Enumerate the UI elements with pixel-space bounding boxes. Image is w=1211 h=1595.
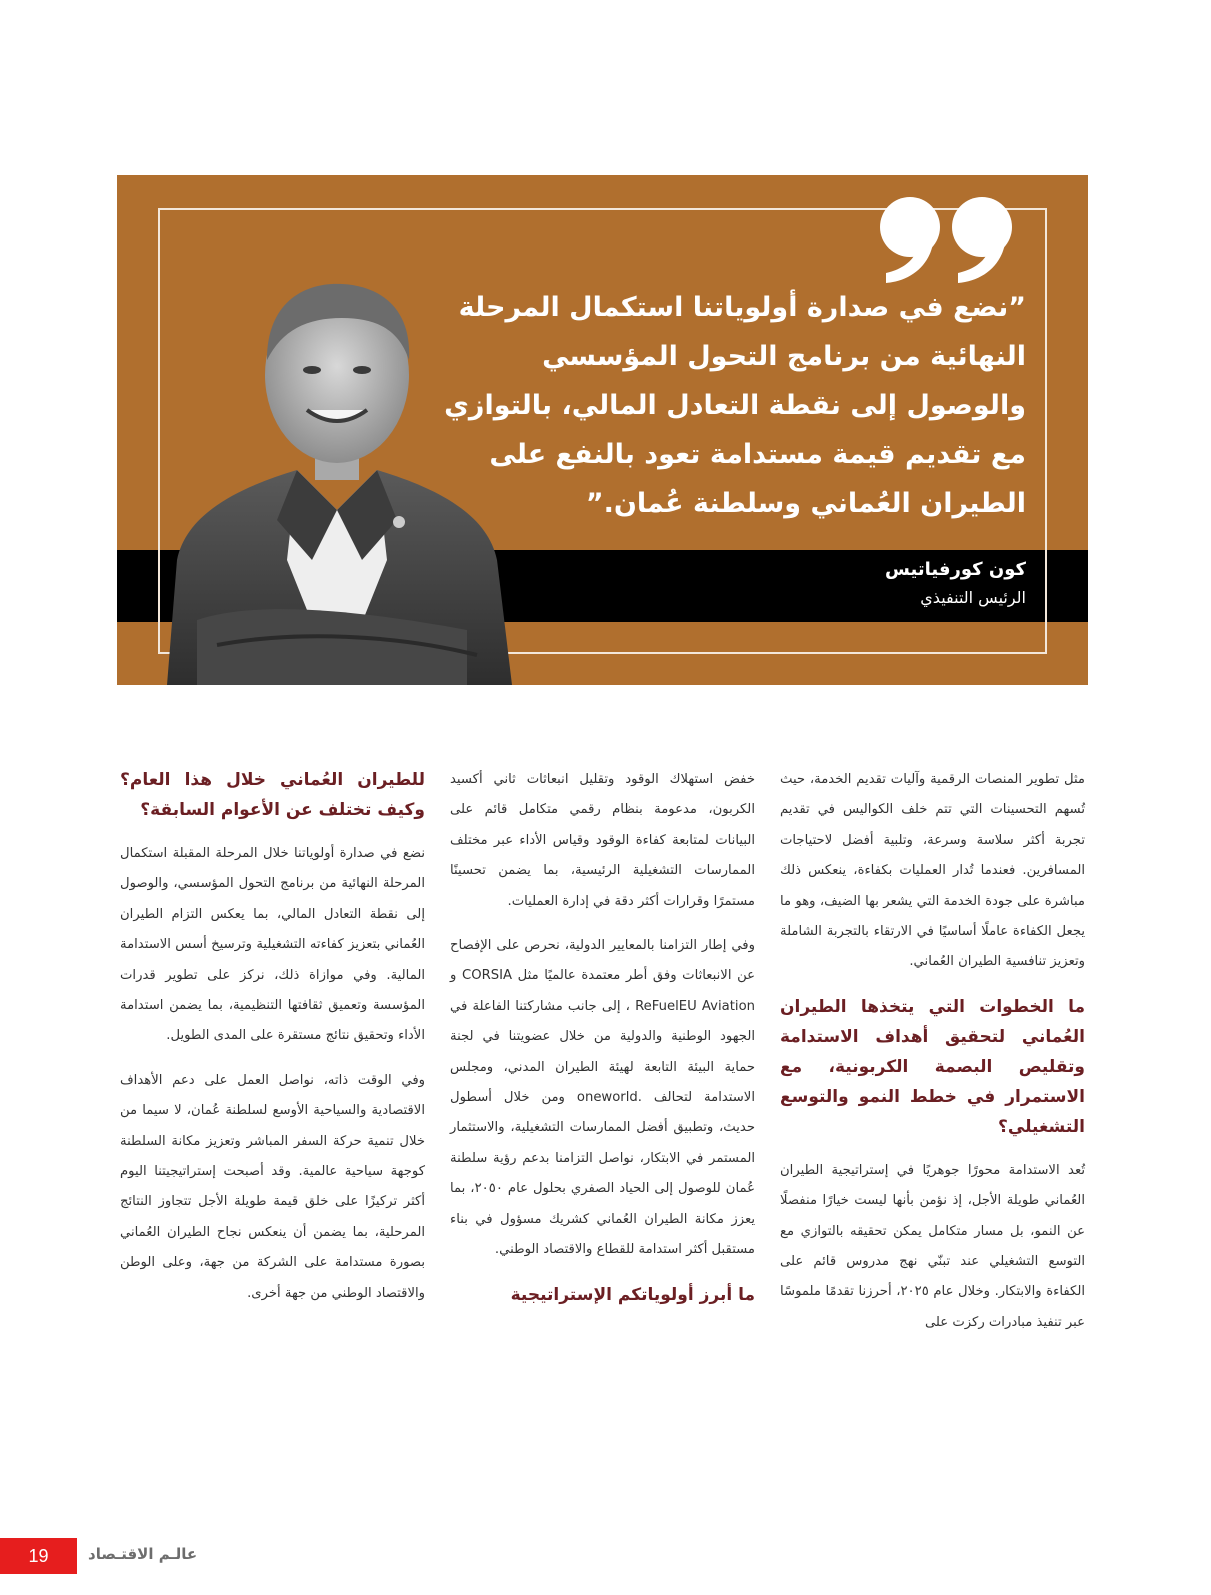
paragraph: نضع في صدارة أولوياتنا خلال المرحلة المقبلة استكمال المرحلة النهائية من برنامج التحول المؤسسي، والوصول إلى نقطة التعادل المالي، بما يعكس التزام الطيران العُماني بتعزيز كفاءته التشغيلية وترسيخ أسس الاستدامة المالية. وفي موازاة ذلك، نركز على تطوير قدرات المؤسسة وتعميق ثقافتها التنظيمية، بما يضمن استدامة الأداء وتحقيق نتائج مستقرة على المدى الطويل. bbox=[120, 846, 425, 1044]
paragraph-text: ومن خلال أسطول حديث، وتطبيق أفضل الممارسات التشغيلية، والاستثمار المستمر في الابتكار، نواصل التزامنا بدعم رؤية سلطنة عُمان للوصول إلى الحياد الصفري بحلول عام ٢٠٥٠، بما يعزز مكانة الطيران العُماني كشريك مسؤول في بناء مستقبل أكثر استدامة للقطاع والاقتصاد الوطني. bbox=[450, 1090, 756, 1258]
paragraph: تُعد الاستدامة محورًا جوهريًا في إستراتيجية الطيران العُماني طويلة الأجل، إذ نؤمن بأنها ليست خيارًا منفصلًا عن النمو، بل مسار متكامل يمكن تحقيقه بالتوازي مع التوسع التشغيلي عند تبنّي نهج مدروس قائم على الكفاءة والابتكار. وخلال عام ٢٠٢٥، أحرزنا تقدمًا ملموسًا عبر تنفيذ مبادرات ركزت على bbox=[780, 1162, 1085, 1330]
article-column-left bbox=[120, 765, 425, 1323]
paragraph: وفي الوقت ذاته، نواصل العمل على دعم الأهداف الاقتصادية والسياحية الأوسع لسلطنة عُمان، لا سيما من خلال تنمية حركة السفر المباشر وتعزيز مكانة السلطنة كوجهة سياحية عالمية. وقد أصبحت إستراتيجيتنا اليوم أكثر تركيزًا على خلق قيمة طويلة الأجل تتجاوز النتائج المرحلية، بما يضمن أن ينعكس نجاح الطيران العُماني بصورة مستدامة على الشركة من جهة، وعلى الوطن والاقتصاد الوطني من جهة أخرى. bbox=[120, 1072, 425, 1301]
conjunction: و bbox=[450, 968, 457, 984]
refueleu-term: ReFuelEU Aviation bbox=[635, 998, 755, 1014]
paragraph-text: وفي إطار التزامنا بالمعايير الدولية، نحرص على الإفصاح عن الانبعاثات وفق أطر معتمدة عالميًا مثل bbox=[450, 938, 755, 984]
person-title: الرئيس التنفيذي bbox=[920, 588, 1026, 607]
page-number: 19 bbox=[0, 1538, 77, 1574]
oneworld-term: oneworld. bbox=[576, 1090, 642, 1106]
pull-quote: ”نضع في صدارة أولوياتنا استكمال المرحلة النهائية من برنامج التحول المؤسسي والوصول إلى نقطة التعادل المالي، بالتوازي مع تقديم قيمة مستدامة تعود بالنفع على الطيران العُماني وسلطنة عُمان.” bbox=[444, 292, 1026, 519]
question-heading: ما أبرز أولوياتكم الإستراتيجية bbox=[510, 1284, 755, 1305]
magazine-name: عالـم الاقتـصاد bbox=[88, 1545, 198, 1563]
person-name: كون كورفياتيس bbox=[885, 559, 1026, 580]
closing-quote-icon bbox=[872, 193, 1022, 283]
question-heading: للطيران العُماني خلال هذا العام؟ وكيف تختلف عن الأعوام السابقة؟ bbox=[120, 770, 425, 820]
article-column-middle bbox=[450, 765, 755, 1324]
paragraph-text: ، إلى جانب مشاركتنا الفاعلة في الجهود الوطنية والدولية من خلال عضويتنا في لجنة حماية البيئة التابعة لهيئة الطيران المدني، ومجلس الاستدامة لتحالف bbox=[450, 998, 755, 1106]
corsia-term: CORSIA bbox=[461, 968, 513, 984]
portrait-photo bbox=[137, 260, 537, 685]
paragraph: خفض استهلاك الوقود وتقليل انبعاثات ثاني أكسيد الكربون، مدعومة بنظام رقمي متكامل قائم على البيانات لمتابعة كفاءة الوقود وقياس الأداء عبر مختلف الممارسات التشغيلية الرئيسية، بما يضمن تحسينًا مستمرًا وقرارات أكثر دقة في إدارة العمليات. bbox=[450, 772, 755, 909]
paragraph bbox=[450, 931, 755, 1265]
quote-banner bbox=[117, 175, 1088, 685]
paragraph: مثل تطوير المنصات الرقمية وآليات تقديم الخدمة، حيث تُسهم التحسينات التي تتم خلف الكواليس في تقديم تجربة أكثر سلاسة وسرعة، وتلبية أفضل لاحتياجات المسافرين. فعندما تُدار العمليات بكفاءة، ينعكس ذلك مباشرة على جودة الخدمة التي يشعر بها الضيف، وهو ما يجعل الكفاءة عاملًا أساسيًا في الارتقاء بالتجربة الشاملة وتعزيز تنافسية الطيران العُماني. bbox=[780, 772, 1085, 970]
article-column-right bbox=[780, 765, 1085, 1352]
question-heading: ما الخطوات التي يتخذها الطيران العُماني لتحقيق أهداف الاستدامة وتقليص البصمة الكربونية، مع الاستمرار في خطط النمو والتوسع التشغيلي؟ bbox=[780, 996, 1085, 1137]
